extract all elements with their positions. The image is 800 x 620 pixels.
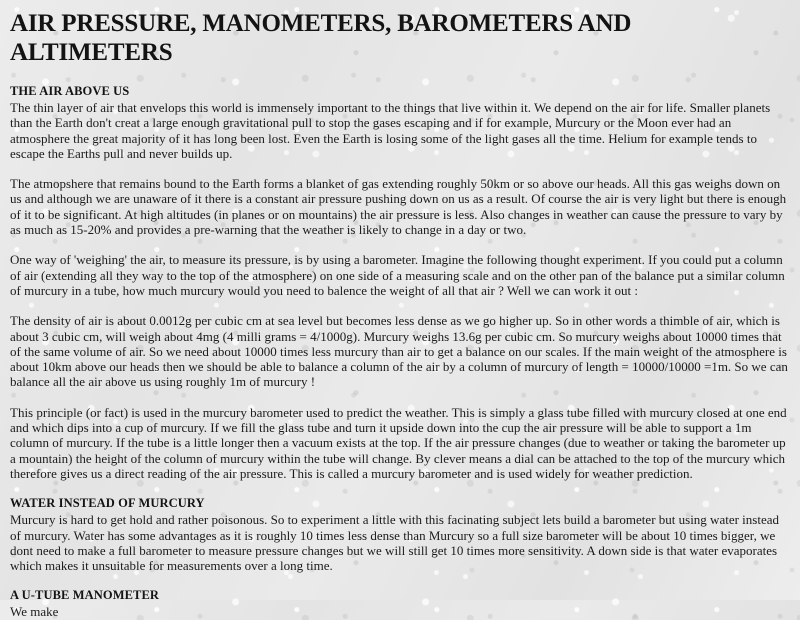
paragraph: We make — [10, 604, 59, 620]
page-title: AIR PRESSURE, MANOMETERS, BAROMETERS AND ALTIMETERS — [10, 10, 632, 66]
paragraph: The thin layer of air that envelops this world is immensely important to the things that live within it. We depend on the air for life. Smaller planets than the Earth don't creat a large enough gravitational pull to stop the gases escaping and if for example, Murcury or the Moon ever had an atmosphere the great majority of it has long been lost. Even the Earth is losing some of the light gases all the time. Helium for example tends to escape the Earths pull and never builds up. — [10, 100, 771, 161]
section-the-air-above-us — [10, 84, 790, 481]
section-heading: A U-TUBE MANOMETER — [10, 588, 160, 603]
paragraph: One way of 'weighing' the air, to measure its pressure, is by using a barometer. Imagine the following thought experiment. If you could put a column of air (extending all they way to the top of the atmosphere) on one side of a measuring scale and on the other pan of the balance put a similar column of murcury in a tube, how much murcury would you need to balence the weight of all that air ? Well we can work it out : — [10, 252, 785, 298]
paragraph: The density of air is about 0.0012g per cubic cm at sea level but becomes less dense as we go higher up. So in other words a thimble of air, which is about 3 cubic cm, will weigh about 4mg (4 milli grams = 4/1000g). Murcury weighs 13.6g per cubic cm. So murcury weighs about 10000 times that of the same volume of air. So we need about 10000 times less murcury than air to get a balance on our scales. If the main weight of the atmosphere is about 10km above our heads then we should be able to balance a column of the air by a column of murcury of length = 10000/10000 =1m. So we can balance all the air above us using roughly 1m of murcury ! — [10, 313, 788, 390]
section-heading: THE AIR ABOVE US — [10, 84, 130, 98]
section-heading: WATER INSTEAD OF MURCURY — [10, 496, 205, 511]
paragraph: The atmopshere that remains bound to the Earth forms a blanket of gas extending roughly 50km or so above our heads. All this gas weighs down on us and although we are unaware of it there is a constant air pressure pushing down on us as a result. Of course the air is very light but there is enough of it to be significant. At high altitudes (in planes or on mountains) the air pressure is less. Also changes in weather can cause the pressure to vary by as much as 15-20% and provides a pre-warning that the weather is likely to change in a day or two. — [10, 176, 787, 238]
paragraph: Murcury is hard to get hold and rather poisonous. So to experiment a little with this facinating subject lets build a barometer but using water instead of murcury. Water has some advantages as it is roughly 10 times less dense than Murcury so a full size barometer will be about 10 times bigger, we dont need to make a full barometer to measure pressure changes but we will still get 10 times more sensitivity. A down side is that water evaporates which makes it unsuitable for measurements over a long time. — [10, 512, 779, 574]
section-water-instead-of-murcury — [10, 496, 790, 573]
paragraph: This principle (or fact) is used in the murcury barometer used to predict the weather. This is simply a glass tube filled with murcury closed at one end and which dips into a cup of murcury. If we fill the glass tube and turn it upside down into the cup the air pressure will be able to support a 1m column of murcury. If the tube is a little longer then a vacuum exists at the top. If the air pressure changes (due to weather or taking the barometer up a mountain) the height of the column of murcury within the tube will change. By clever means a dial can be attached to the top of the murcury which therefore gives us a direct reading of the air pressure. This is called a murcury barometer and is used widely for weather prediction. — [10, 404, 787, 481]
section-a-u-tube-manometer — [10, 588, 790, 619]
